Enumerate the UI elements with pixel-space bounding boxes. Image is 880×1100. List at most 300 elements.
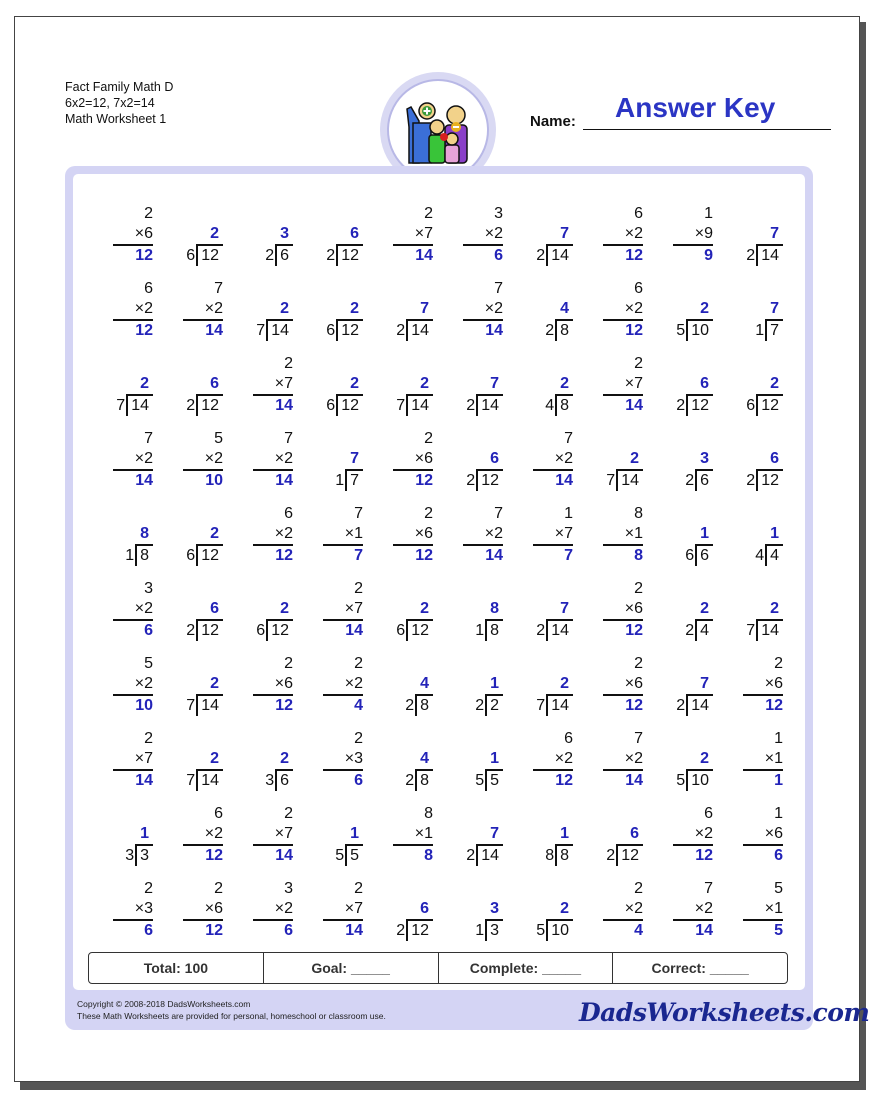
worksheet-number: Math Worksheet 1 (65, 112, 167, 126)
dividend: 3 (485, 919, 503, 941)
multiplication-problem (509, 729, 579, 804)
quotient-answer: 6 (490, 450, 499, 467)
product-answer: 14 (275, 397, 293, 414)
problem-row (89, 729, 789, 804)
correct-field[interactable]: Correct: _____ (651, 960, 749, 976)
dividend: 12 (196, 394, 223, 416)
product-answer: 14 (345, 622, 363, 639)
factor-top: 2 (634, 355, 643, 372)
divisor: 2 (606, 847, 616, 864)
factor-top: 2 (354, 580, 363, 597)
factor-bottom: ×3 (113, 899, 153, 921)
factor-bottom: ×7 (113, 749, 153, 771)
dividend: 14 (546, 694, 573, 716)
quotient-answer: 2 (280, 300, 289, 317)
division-problem (299, 804, 369, 879)
product-answer: 12 (625, 697, 643, 714)
worksheet-page (14, 16, 870, 1082)
dividend: 5 (485, 769, 503, 791)
multiplication-problem (89, 204, 159, 279)
factor-bottom: ×2 (183, 449, 223, 471)
dividend: 8 (555, 394, 573, 416)
factor-top: 8 (424, 805, 433, 822)
divisor: 2 (405, 772, 415, 789)
division-problem (159, 729, 229, 804)
problem-row (89, 879, 789, 954)
factor-top: 3 (144, 580, 153, 597)
product-answer: 9 (704, 247, 713, 264)
factor-bottom: ×1 (743, 749, 783, 771)
worksheet-subtitle: 6x2=12, 7x2=14 (65, 96, 155, 110)
product-answer: 7 (354, 547, 363, 564)
multiplication-problem (229, 879, 299, 954)
dividend: 8 (555, 844, 573, 866)
division-problem (579, 429, 649, 504)
divisor: 7 (186, 697, 196, 714)
product-answer: 14 (485, 547, 503, 564)
factor-top: 6 (564, 730, 573, 747)
factor-top: 7 (354, 505, 363, 522)
product-answer: 14 (695, 922, 713, 939)
multiplication-problem (579, 354, 649, 429)
quotient-answer: 2 (420, 375, 429, 392)
product-answer: 12 (765, 697, 783, 714)
divisor: 2 (466, 472, 476, 489)
factor-bottom: ×9 (673, 224, 713, 246)
divisor: 2 (685, 622, 695, 639)
divisor: 2 (265, 247, 275, 264)
division-problem (509, 279, 579, 354)
quotient-answer: 2 (350, 300, 359, 317)
division-problem (299, 429, 369, 504)
dividend: 12 (686, 394, 713, 416)
quotient-answer: 2 (210, 675, 219, 692)
factor-top: 2 (424, 205, 433, 222)
division-problem (369, 879, 439, 954)
dividend: 7 (765, 319, 783, 341)
divisor: 8 (545, 847, 555, 864)
divisor: 2 (186, 397, 196, 414)
division-problem (649, 654, 719, 729)
dividend: 6 (275, 244, 293, 266)
dividend: 14 (686, 694, 713, 716)
factor-bottom: ×2 (463, 524, 503, 546)
product-answer: 6 (774, 847, 783, 864)
divisor: 6 (256, 622, 266, 639)
quotient-answer: 2 (210, 525, 219, 542)
product-answer: 8 (424, 847, 433, 864)
problem-row (89, 354, 789, 429)
quotient-answer: 4 (420, 750, 429, 767)
multiplication-problem (89, 579, 159, 654)
divisor: 2 (326, 247, 336, 264)
division-problem (719, 204, 789, 279)
factor-top: 6 (634, 205, 643, 222)
division-problem (649, 729, 719, 804)
product-answer: 12 (625, 247, 643, 264)
factor-top: 2 (424, 430, 433, 447)
division-problem (439, 579, 509, 654)
quotient-answer: 8 (490, 600, 499, 617)
multiplication-problem (89, 879, 159, 954)
dividend: 12 (196, 619, 223, 641)
dividend: 12 (196, 244, 223, 266)
product-answer: 4 (354, 697, 363, 714)
division-problem (509, 579, 579, 654)
factor-bottom: ×1 (393, 824, 433, 846)
multiplication-problem (159, 279, 229, 354)
division-problem (369, 279, 439, 354)
divisor: 6 (186, 247, 196, 264)
quotient-answer: 6 (630, 825, 639, 842)
factor-top: 6 (284, 505, 293, 522)
product-answer: 10 (135, 697, 153, 714)
multiplication-problem (649, 879, 719, 954)
quotient-answer: 1 (770, 525, 779, 542)
factor-bottom: ×2 (113, 599, 153, 621)
dividend: 8 (415, 769, 433, 791)
factor-bottom: ×7 (393, 224, 433, 246)
factor-bottom: ×6 (393, 449, 433, 471)
multiplication-problem (719, 654, 789, 729)
multiplication-problem (229, 429, 299, 504)
factor-bottom: ×2 (673, 899, 713, 921)
dividend: 14 (756, 244, 783, 266)
quotient-answer: 7 (420, 300, 429, 317)
divisor: 2 (396, 322, 406, 339)
product-answer: 14 (625, 772, 643, 789)
divisor: 7 (746, 622, 756, 639)
factor-bottom: ×2 (603, 899, 643, 921)
copyright-text: Copyright © 2008-2018 DadsWorksheets.com (77, 999, 251, 1009)
factor-bottom: ×2 (673, 824, 713, 846)
quotient-answer: 6 (210, 375, 219, 392)
dividend: 12 (756, 394, 783, 416)
dividend: 12 (476, 469, 503, 491)
factor-bottom: ×2 (463, 224, 503, 246)
factor-top: 7 (564, 430, 573, 447)
quotient-answer: 3 (280, 225, 289, 242)
division-problem (439, 429, 509, 504)
problem-row (89, 654, 789, 729)
factor-top: 8 (634, 505, 643, 522)
product-answer: 12 (555, 772, 573, 789)
quotient-answer: 8 (140, 525, 149, 542)
factor-top: 7 (494, 280, 503, 297)
divisor: 6 (326, 322, 336, 339)
product-answer: 12 (135, 247, 153, 264)
divisor: 2 (676, 697, 686, 714)
factor-bottom: ×2 (603, 299, 643, 321)
product-answer: 8 (634, 547, 643, 564)
division-problem (439, 654, 509, 729)
product-answer: 12 (695, 847, 713, 864)
divisor: 7 (256, 322, 266, 339)
product-answer: 14 (415, 247, 433, 264)
factor-bottom: ×1 (323, 524, 363, 546)
factor-bottom: ×2 (533, 449, 573, 471)
multiplication-problem (649, 804, 719, 879)
factor-top: 6 (704, 805, 713, 822)
division-problem (229, 204, 299, 279)
factor-top: 2 (634, 655, 643, 672)
multiplication-problem (229, 504, 299, 579)
factor-bottom: ×7 (323, 599, 363, 621)
dividend: 14 (546, 619, 573, 641)
dividend: 14 (196, 769, 223, 791)
multiplication-problem (159, 879, 229, 954)
dividend: 6 (695, 544, 713, 566)
division-problem (509, 204, 579, 279)
factor-top: 7 (494, 505, 503, 522)
divisor: 2 (536, 247, 546, 264)
multiplication-problem (89, 429, 159, 504)
multiplication-problem (509, 429, 579, 504)
divisor: 6 (685, 547, 695, 564)
multiplication-problem (229, 654, 299, 729)
quotient-answer: 2 (770, 375, 779, 392)
dividend: 12 (336, 319, 363, 341)
multiplication-problem (649, 204, 719, 279)
multiplication-problem (719, 729, 789, 804)
name-field[interactable] (583, 129, 831, 130)
quotient-answer: 1 (140, 825, 149, 842)
factor-top: 2 (214, 880, 223, 897)
brand-logo[interactable]: DadsWorksheets.com (579, 998, 870, 1027)
multiplication-problem (89, 654, 159, 729)
factor-top: 3 (284, 880, 293, 897)
problems-frame (65, 166, 870, 1030)
multiplication-problem (439, 504, 509, 579)
quotient-answer: 6 (210, 600, 219, 617)
quotient-answer: 1 (490, 750, 499, 767)
dividend: 12 (196, 544, 223, 566)
factor-bottom: ×7 (533, 524, 573, 546)
dividend: 10 (686, 769, 713, 791)
problem-row (89, 204, 789, 279)
division-problem (509, 804, 579, 879)
product-answer: 6 (494, 247, 503, 264)
problem-row (89, 804, 789, 879)
factor-bottom: ×2 (323, 674, 363, 696)
product-answer: 4 (634, 922, 643, 939)
dividend: 14 (476, 844, 503, 866)
division-problem (719, 579, 789, 654)
quotient-answer: 2 (770, 600, 779, 617)
multiplication-problem (579, 504, 649, 579)
quotient-answer: 7 (350, 450, 359, 467)
quotient-answer: 1 (490, 675, 499, 692)
complete-field[interactable]: Complete: _____ (439, 953, 614, 983)
factor-bottom: ×6 (393, 524, 433, 546)
factor-top: 7 (144, 430, 153, 447)
quotient-answer: 1 (560, 825, 569, 842)
quotient-answer: 2 (700, 300, 709, 317)
factor-bottom: ×2 (183, 299, 223, 321)
dividend: 8 (415, 694, 433, 716)
factor-top: 5 (144, 655, 153, 672)
multiplication-problem (299, 504, 369, 579)
dividend: 6 (695, 469, 713, 491)
multiplication-problem (579, 879, 649, 954)
factor-bottom: ×1 (743, 899, 783, 921)
division-problem (509, 654, 579, 729)
product-answer: 6 (144, 922, 153, 939)
product-answer: 14 (345, 922, 363, 939)
factor-top: 2 (354, 655, 363, 672)
quotient-answer: 3 (700, 450, 709, 467)
factor-top: 2 (424, 505, 433, 522)
quotient-answer: 2 (280, 750, 289, 767)
factor-top: 2 (354, 880, 363, 897)
divisor: 2 (746, 247, 756, 264)
divisor: 7 (186, 772, 196, 789)
division-problem (369, 654, 439, 729)
factor-top: 7 (214, 280, 223, 297)
multiplication-problem (229, 804, 299, 879)
factor-top: 3 (494, 205, 503, 222)
dividend: 7 (345, 469, 363, 491)
division-problem (719, 504, 789, 579)
divisor: 2 (676, 397, 686, 414)
divisor: 2 (545, 322, 555, 339)
factor-top: 1 (774, 730, 783, 747)
quotient-answer: 7 (560, 225, 569, 242)
dividend: 14 (196, 694, 223, 716)
dividend: 10 (546, 919, 573, 941)
quotient-answer: 3 (490, 900, 499, 917)
factor-bottom: ×7 (323, 899, 363, 921)
quotient-answer: 2 (210, 225, 219, 242)
divisor: 6 (186, 547, 196, 564)
quotient-answer: 2 (420, 600, 429, 617)
factor-top: 5 (214, 430, 223, 447)
multiplication-problem (439, 279, 509, 354)
product-answer: 12 (415, 547, 433, 564)
problem-grid (89, 204, 789, 954)
product-answer: 12 (275, 697, 293, 714)
multiplication-problem (369, 204, 439, 279)
division-problem (719, 279, 789, 354)
dividend: 4 (695, 619, 713, 641)
factor-bottom: ×1 (603, 524, 643, 546)
multiplication-problem (159, 804, 229, 879)
division-problem (299, 354, 369, 429)
product-answer: 14 (275, 847, 293, 864)
quotient-answer: 2 (630, 450, 639, 467)
dividend: 14 (126, 394, 153, 416)
division-problem (649, 354, 719, 429)
multiplication-problem (579, 279, 649, 354)
dividend: 6 (275, 769, 293, 791)
division-problem (229, 579, 299, 654)
divisor: 1 (475, 922, 485, 939)
factor-top: 2 (144, 730, 153, 747)
division-problem (159, 204, 229, 279)
factor-top: 2 (144, 205, 153, 222)
product-answer: 6 (144, 622, 153, 639)
dividend: 14 (476, 394, 503, 416)
divisor: 2 (396, 922, 406, 939)
multiplication-problem (299, 579, 369, 654)
product-answer: 14 (205, 322, 223, 339)
total-count: Total: 100 (89, 953, 264, 983)
multiplication-problem (369, 504, 439, 579)
multiplication-problem (719, 804, 789, 879)
multiplication-problem (299, 729, 369, 804)
division-problem (369, 354, 439, 429)
quotient-answer: 6 (700, 375, 709, 392)
factor-top: 2 (354, 730, 363, 747)
footer-notice (77, 998, 386, 1022)
dividend: 4 (765, 544, 783, 566)
division-problem (579, 804, 649, 879)
dividend: 12 (336, 244, 363, 266)
division-problem (649, 279, 719, 354)
quotient-answer: 4 (420, 675, 429, 692)
factor-bottom: ×2 (113, 299, 153, 321)
factor-top: 5 (774, 880, 783, 897)
product-answer: 12 (415, 472, 433, 489)
division-problem (369, 579, 439, 654)
quotient-answer: 6 (350, 225, 359, 242)
divisor: 7 (116, 397, 126, 414)
multiplication-problem (369, 804, 439, 879)
quotient-answer: 2 (280, 600, 289, 617)
factor-bottom: ×6 (603, 599, 643, 621)
dividend: 5 (345, 844, 363, 866)
divisor: 2 (466, 397, 476, 414)
quotient-answer: 2 (560, 900, 569, 917)
product-answer: 14 (275, 472, 293, 489)
dividend: 12 (756, 469, 783, 491)
product-answer: 14 (135, 772, 153, 789)
divisor: 6 (326, 397, 336, 414)
division-problem (439, 729, 509, 804)
multiplication-problem (509, 504, 579, 579)
dividend: 8 (135, 544, 153, 566)
factor-top: 2 (284, 805, 293, 822)
dividend: 3 (135, 844, 153, 866)
multiplication-problem (299, 654, 369, 729)
product-answer: 12 (275, 547, 293, 564)
factor-bottom: ×6 (183, 899, 223, 921)
factor-bottom: ×2 (253, 524, 293, 546)
quotient-answer: 6 (770, 450, 779, 467)
name-label: Name: (530, 113, 576, 130)
quotient-answer: 7 (770, 225, 779, 242)
multiplication-problem (579, 729, 649, 804)
divisor: 4 (545, 397, 555, 414)
product-answer: 14 (485, 322, 503, 339)
division-problem (159, 504, 229, 579)
product-answer: 14 (555, 472, 573, 489)
goal-field[interactable]: Goal: _____ (264, 953, 439, 983)
divisor: 1 (475, 622, 485, 639)
factor-bottom: ×2 (603, 749, 643, 771)
multiplication-problem (579, 579, 649, 654)
factor-top: 1 (704, 205, 713, 222)
quotient-answer: 2 (700, 600, 709, 617)
product-answer: 12 (625, 622, 643, 639)
divisor: 2 (466, 847, 476, 864)
factor-top: 2 (634, 580, 643, 597)
divisor: 5 (536, 922, 546, 939)
multiplication-problem (89, 279, 159, 354)
quotient-answer: 1 (700, 525, 709, 542)
multiplication-problem (369, 429, 439, 504)
factor-bottom: ×6 (113, 224, 153, 246)
